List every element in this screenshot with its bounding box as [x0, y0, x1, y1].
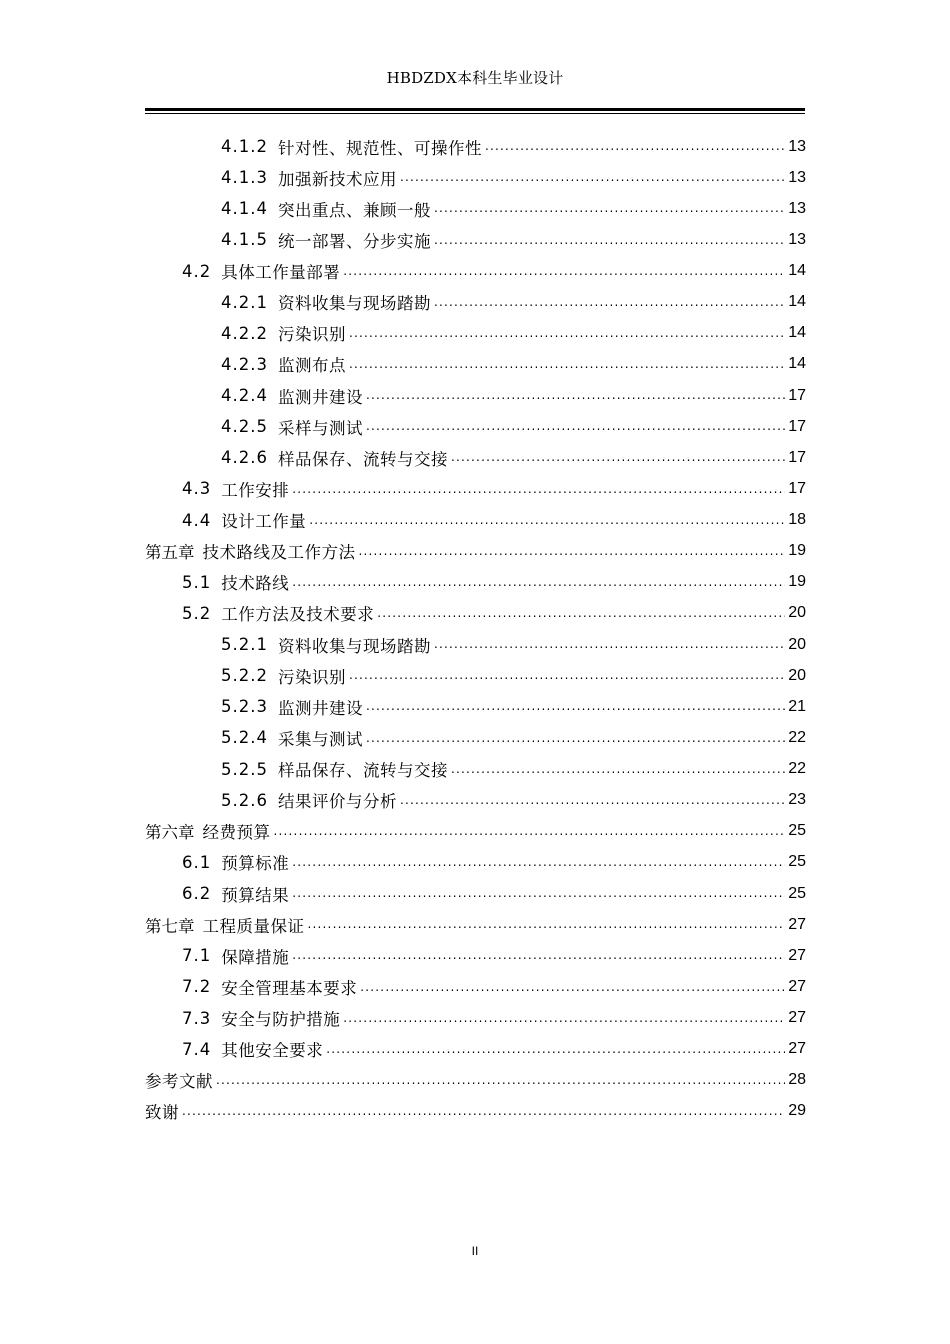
toc-entry-number: 5.2 — [182, 603, 212, 623]
toc-entry-page-number: 25 — [788, 822, 806, 840]
toc-entry-title: 保障措施 — [221, 947, 290, 967]
toc-entry-page-number: 27 — [788, 1040, 806, 1058]
toc-entry-page-number: 19 — [788, 573, 806, 591]
toc-entry-page-number: 13 — [788, 168, 806, 186]
toc-entry-page-number: 13 — [788, 199, 806, 217]
toc-entry[interactable] — [145, 816, 806, 847]
toc-entry-number: 4.1.3 — [221, 168, 268, 188]
toc-entry-title: 技术路线及工作方法 — [202, 543, 356, 563]
toc-entry[interactable] — [145, 349, 806, 380]
toc-entry[interactable] — [145, 629, 806, 660]
toc-entry-number: 5.2.5 — [221, 759, 268, 779]
toc-entry-number: 4.2 — [182, 261, 212, 281]
toc-entry-title: 参考文献 — [145, 1072, 213, 1092]
toc-entry-number: 4.2.3 — [221, 354, 268, 374]
toc-entry-number: 4.2.4 — [221, 386, 268, 406]
toc-entry[interactable] — [145, 1096, 806, 1127]
toc-dot-leader — [434, 201, 785, 224]
toc-entry-page-number: 14 — [788, 262, 806, 280]
toc-entry[interactable] — [145, 193, 806, 224]
toc-entry[interactable] — [145, 878, 806, 909]
toc-entry-page-number: 17 — [788, 417, 806, 435]
toc-dot-leader — [308, 917, 786, 940]
toc-entry-number: 5.2.2 — [221, 666, 268, 686]
toc-dot-leader — [360, 980, 785, 1003]
toc-entry-page-number: 27 — [788, 977, 806, 995]
toc-entry-number: 第七章 — [145, 916, 195, 936]
toc-entry-title: 采样与测试 — [277, 418, 363, 438]
toc-entry-page-number: 29 — [788, 1102, 806, 1120]
toc-dot-leader — [343, 1011, 785, 1034]
toc-dot-leader — [292, 575, 785, 598]
toc-entry[interactable] — [145, 1034, 806, 1065]
toc-entry-number: 7.4 — [182, 1039, 212, 1059]
toc-entry-page-number: 25 — [788, 884, 806, 902]
toc-dot-leader — [400, 170, 785, 193]
toc-entry-title: 污染识别 — [277, 325, 346, 345]
toc-dot-leader — [182, 1104, 785, 1127]
toc-dot-leader — [377, 606, 785, 629]
header-rule-thin — [145, 113, 805, 114]
toc-entry[interactable] — [145, 1003, 806, 1034]
toc-entry[interactable] — [145, 411, 806, 442]
toc-entry-title: 技术路线 — [221, 574, 290, 594]
toc-entry[interactable] — [145, 318, 806, 349]
toc-entry-title: 工程质量保证 — [202, 916, 305, 936]
toc-entry-number: 第五章 — [145, 543, 195, 563]
toc-dot-leader — [366, 731, 785, 754]
toc-entry-number: 4.1.4 — [221, 199, 268, 219]
toc-entry-title: 加强新技术应用 — [277, 169, 397, 189]
toc-dot-leader — [274, 824, 786, 847]
toc-entry-page-number: 28 — [788, 1071, 806, 1089]
toc-entry[interactable] — [145, 162, 806, 193]
toc-entry-page-number: 22 — [788, 728, 806, 746]
toc-entry-title: 其他安全要求 — [221, 1041, 324, 1061]
toc-entry-title: 安全与防护措施 — [221, 1010, 341, 1030]
toc-entry-page-number: 27 — [788, 1009, 806, 1027]
toc-dot-leader — [292, 886, 785, 909]
toc-entry-number: 5.2.4 — [221, 728, 268, 748]
toc-dot-leader — [292, 855, 785, 878]
toc-entry-page-number: 22 — [788, 760, 806, 778]
toc-dot-leader — [434, 295, 785, 318]
toc-dot-leader — [434, 637, 785, 660]
toc-entry-number: 4.2.5 — [221, 417, 268, 437]
toc-dot-leader — [485, 139, 785, 162]
toc-entry[interactable] — [145, 598, 806, 629]
toc-dot-leader — [366, 388, 785, 411]
toc-entry-title: 统一部署、分步实施 — [277, 231, 431, 251]
toc-entry[interactable] — [145, 131, 806, 162]
toc-entry-page-number: 25 — [788, 853, 806, 871]
toc-entry-number: 第六章 — [145, 823, 195, 843]
toc-entry-title: 致谢 — [145, 1103, 179, 1123]
toc-entry-number: 4.4 — [182, 510, 212, 530]
toc-entry[interactable] — [145, 754, 806, 785]
toc-entry-number: 4.2.2 — [221, 323, 268, 343]
toc-entry-page-number: 19 — [788, 542, 806, 560]
toc-entry-page-number: 14 — [788, 355, 806, 373]
toc-dot-leader — [400, 793, 785, 816]
toc-entry[interactable] — [145, 785, 806, 816]
toc-entry[interactable] — [145, 940, 806, 971]
toc-dot-leader — [366, 699, 785, 722]
toc-entry[interactable] — [145, 224, 806, 255]
toc-entry[interactable] — [145, 287, 806, 318]
toc-entry-page-number: 23 — [788, 791, 806, 809]
toc-entry[interactable] — [145, 909, 806, 940]
toc-entry-page-number: 17 — [788, 479, 806, 497]
toc-entry-page-number: 20 — [788, 666, 806, 684]
page-number: II — [471, 1244, 479, 1258]
toc-entry-page-number: 17 — [788, 386, 806, 404]
toc-dot-leader — [434, 233, 785, 256]
toc-dot-leader — [359, 544, 786, 567]
toc-entry-title: 工作安排 — [221, 480, 290, 500]
toc-entry[interactable] — [145, 536, 806, 567]
toc-entry-title: 污染识别 — [277, 667, 346, 687]
toc-entry-number: 5.2.1 — [221, 635, 268, 655]
toc-dot-leader — [349, 668, 785, 691]
toc-entry[interactable] — [145, 505, 806, 536]
toc-entry-page-number: 18 — [788, 511, 806, 529]
table-of-contents — [145, 131, 806, 1127]
toc-dot-leader — [366, 419, 785, 442]
toc-entry-page-number: 14 — [788, 324, 806, 342]
toc-entry-number: 7.1 — [182, 946, 212, 966]
toc-dot-leader — [292, 482, 785, 505]
toc-entry-title: 资料收集与现场踏勘 — [277, 294, 431, 314]
toc-entry-number: 6.1 — [182, 852, 212, 872]
toc-entry-title: 监测井建设 — [277, 698, 363, 718]
toc-entry-number: 4.2.1 — [221, 292, 268, 312]
toc-entry-number: 4.2.6 — [221, 448, 268, 468]
toc-entry-title: 具体工作量部署 — [221, 263, 341, 283]
toc-dot-leader — [326, 1042, 785, 1065]
toc-entry-title: 经费预算 — [202, 823, 271, 843]
toc-entry-page-number: 13 — [788, 137, 806, 155]
toc-entry-title: 预算标准 — [221, 854, 290, 874]
toc-entry-page-number: 14 — [788, 293, 806, 311]
toc-dot-leader — [349, 357, 785, 380]
toc-dot-leader — [451, 762, 785, 785]
toc-dot-leader — [309, 513, 785, 536]
toc-dot-leader — [292, 948, 785, 971]
toc-entry-number: 4.1.2 — [221, 137, 268, 157]
toc-dot-leader — [343, 264, 785, 287]
toc-entry[interactable] — [145, 442, 806, 473]
toc-entry-page-number: 20 — [788, 604, 806, 622]
toc-entry-number: 7.2 — [182, 977, 212, 997]
toc-entry[interactable] — [145, 722, 806, 753]
toc-entry-title: 监测布点 — [277, 356, 346, 376]
header-rule-thick — [145, 108, 805, 111]
toc-entry-page-number: 20 — [788, 635, 806, 653]
toc-dot-leader — [451, 450, 785, 473]
toc-entry-page-number: 27 — [788, 915, 806, 933]
toc-entry-number: 5.2.3 — [221, 697, 268, 717]
toc-dot-leader — [216, 1073, 785, 1096]
toc-entry-title: 监测井建设 — [277, 387, 363, 407]
toc-entry-number: 7.3 — [182, 1008, 212, 1028]
toc-entry[interactable] — [145, 256, 806, 287]
toc-entry-number: 4.1.5 — [221, 230, 268, 250]
toc-entry-title: 突出重点、兼顾一般 — [277, 200, 431, 220]
toc-entry-title: 样品保存、流转与交接 — [277, 449, 448, 469]
toc-entry-title: 预算结果 — [221, 885, 290, 905]
toc-entry-title: 针对性、规范性、可操作性 — [277, 138, 482, 158]
toc-entry-page-number: 17 — [788, 448, 806, 466]
toc-entry[interactable] — [145, 691, 806, 722]
toc-entry-page-number: 21 — [788, 697, 806, 715]
toc-entry-title: 安全管理基本要求 — [221, 978, 358, 998]
toc-entry-number: 5.2.6 — [221, 790, 268, 810]
toc-dot-leader — [349, 326, 785, 349]
toc-entry[interactable] — [145, 473, 806, 504]
toc-entry[interactable] — [145, 660, 806, 691]
toc-entry-number: 4.3 — [182, 479, 212, 499]
toc-entry[interactable] — [145, 847, 806, 878]
toc-entry-page-number: 27 — [788, 946, 806, 964]
toc-entry-title: 结果评价与分析 — [277, 792, 397, 812]
page-header-title: HBDZDX本科生毕业设计 — [386, 69, 564, 87]
toc-entry-title: 采集与测试 — [277, 729, 363, 749]
toc-entry[interactable] — [145, 971, 806, 1002]
toc-entry[interactable] — [145, 380, 806, 411]
toc-entry-page-number: 13 — [788, 230, 806, 248]
toc-entry-title: 工作方法及技术要求 — [221, 605, 375, 625]
toc-entry-title: 设计工作量 — [221, 512, 307, 532]
toc-entry[interactable] — [145, 1065, 806, 1096]
toc-entry[interactable] — [145, 567, 806, 598]
toc-entry-number: 5.1 — [182, 572, 212, 592]
toc-entry-title: 样品保存、流转与交接 — [277, 761, 448, 781]
toc-entry-title: 资料收集与现场踏勘 — [277, 636, 431, 656]
toc-entry-number: 6.2 — [182, 884, 212, 904]
